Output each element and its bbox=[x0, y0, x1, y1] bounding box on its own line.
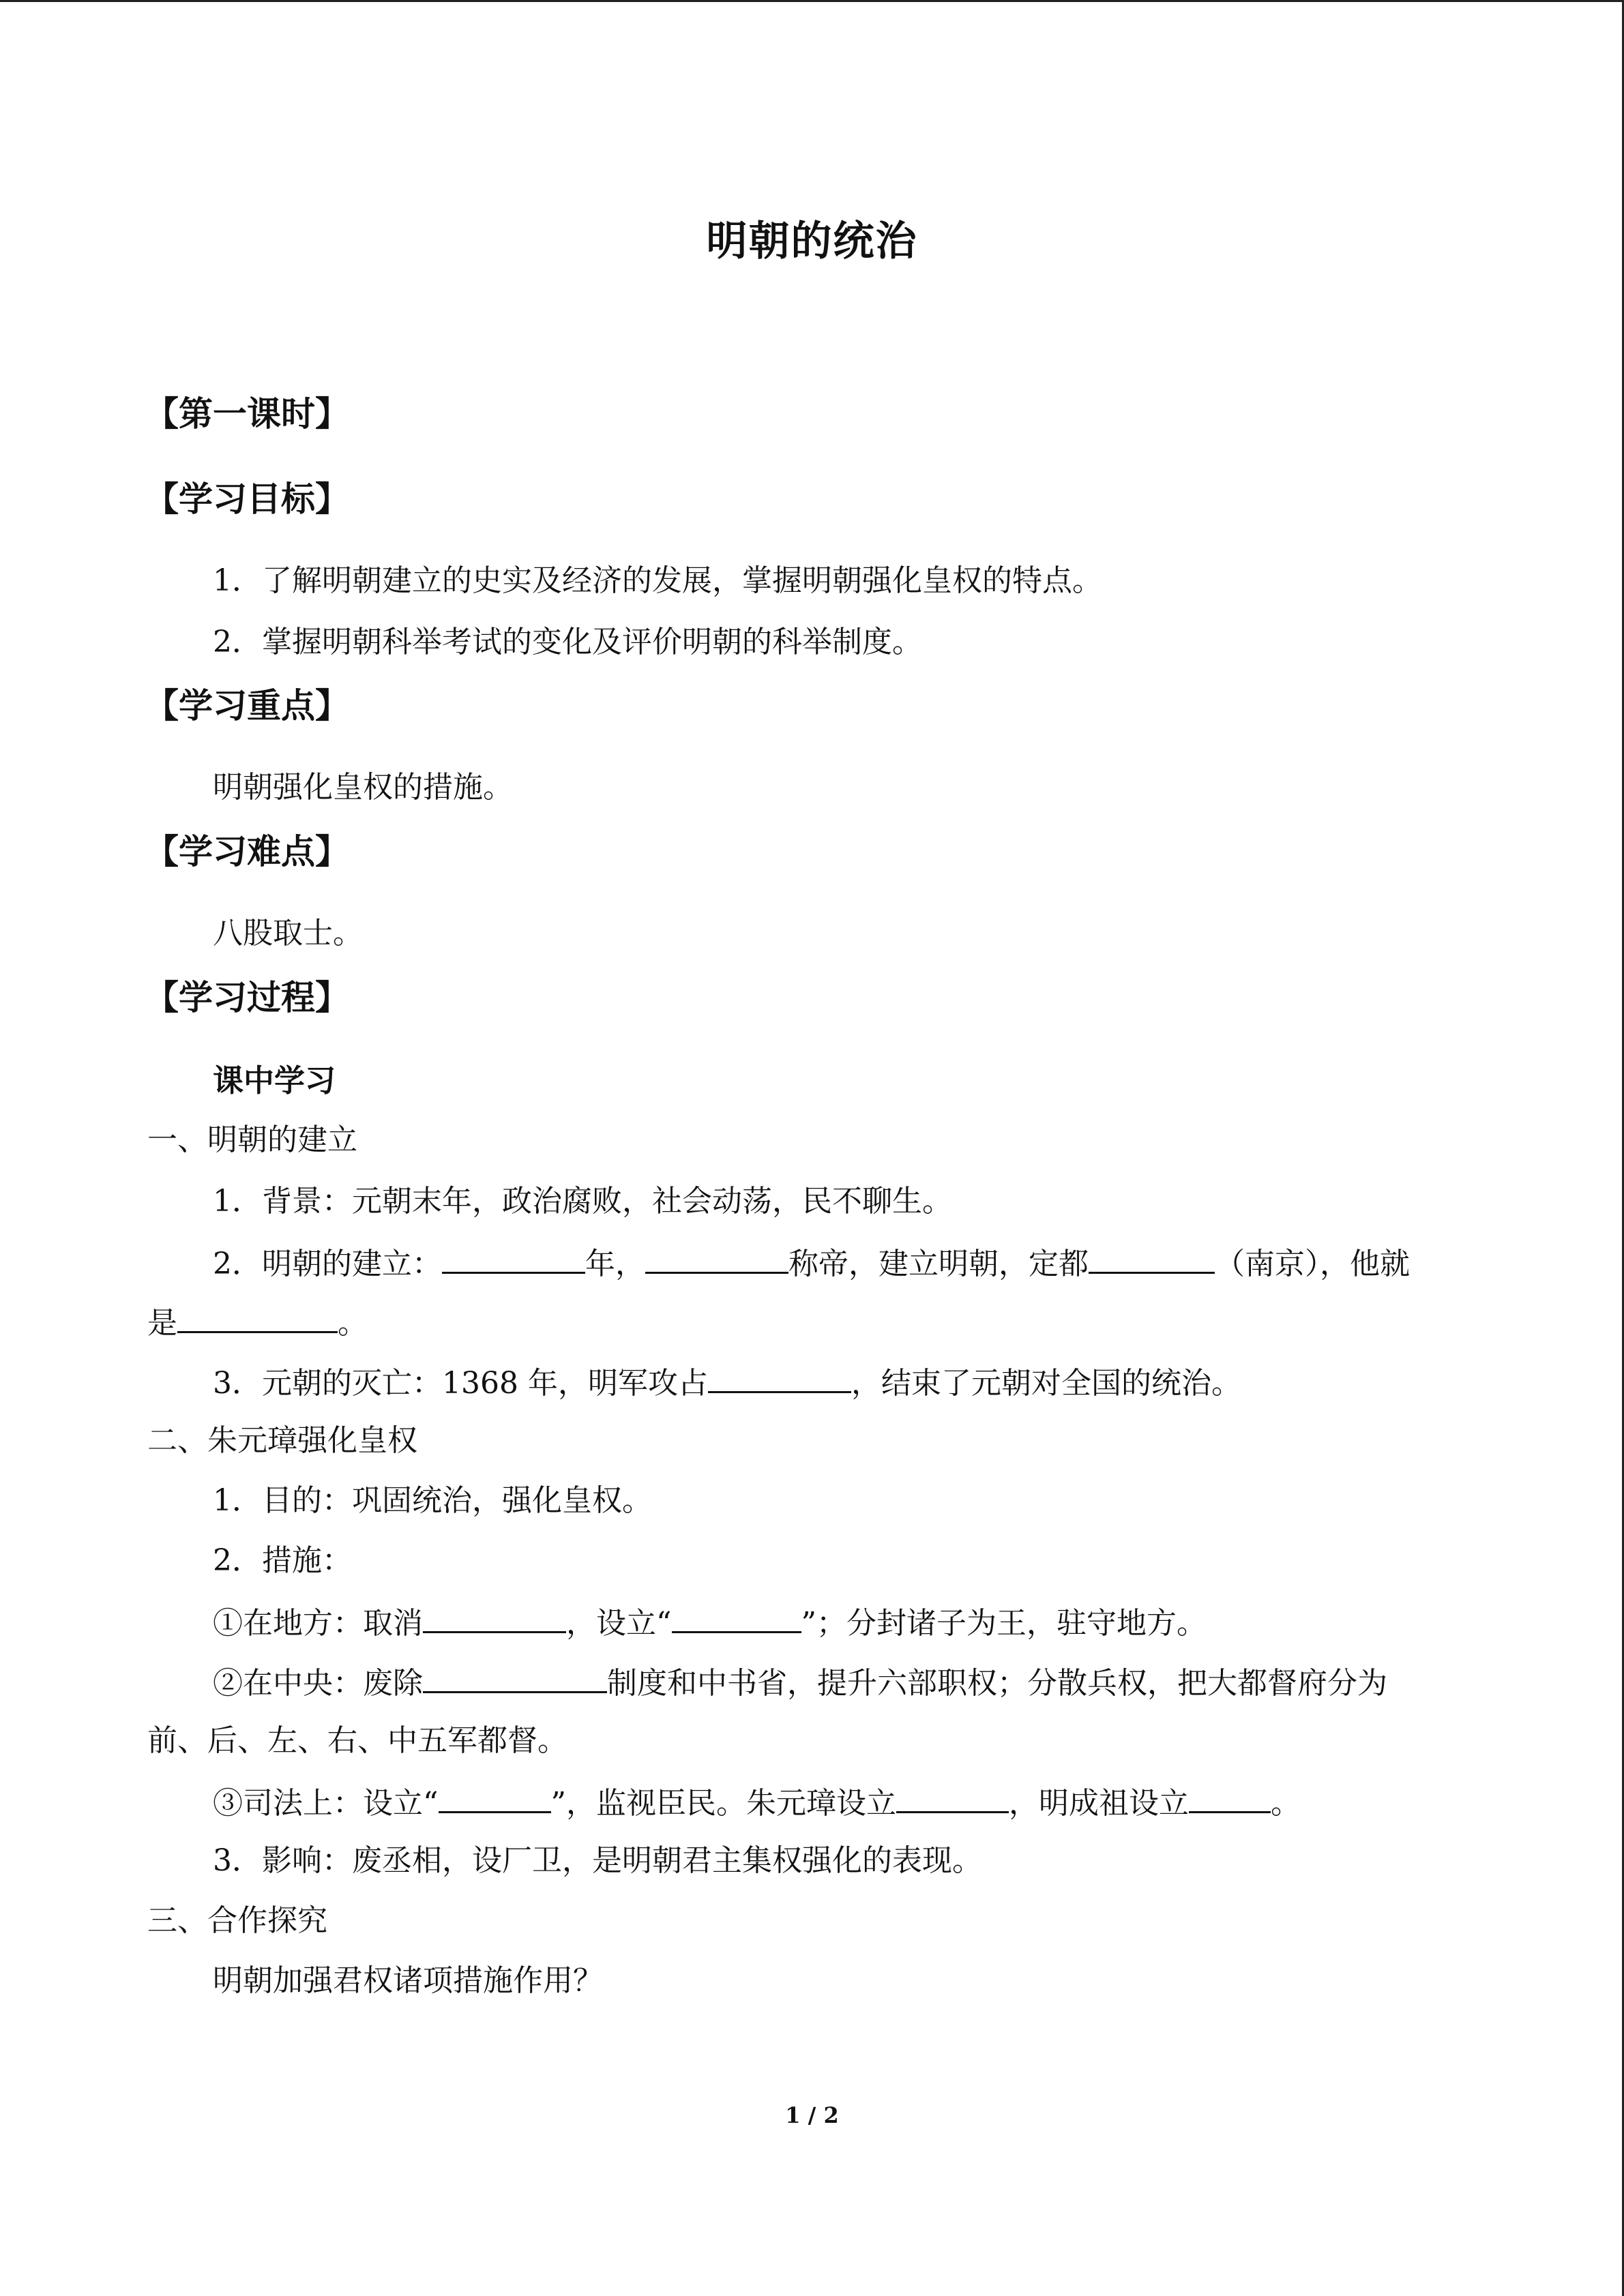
item2-text-f: 。 bbox=[338, 1306, 368, 1341]
heading-process: 【学习过程】 bbox=[145, 978, 349, 1017]
item2-text-b: 年， bbox=[585, 1247, 645, 1281]
fill-blank-agency[interactable] bbox=[439, 1781, 551, 1813]
section1-item3 bbox=[213, 1361, 1241, 1403]
goal-item-1: 1．了解明朝建立的史实及经济的发展，掌握明朝强化皇权的特点。 bbox=[213, 563, 1102, 598]
fill-blank-chengzu[interactable] bbox=[1189, 1781, 1271, 1813]
heading-goals: 【学习目标】 bbox=[145, 479, 349, 519]
local-text-b: ，设立“ bbox=[566, 1606, 672, 1641]
judicial-text-d: 。 bbox=[1271, 1786, 1301, 1821]
section2-local bbox=[213, 1601, 1207, 1643]
section1-item2 bbox=[213, 1242, 1410, 1284]
document-title: 明朝的统治 bbox=[706, 218, 918, 265]
section2-item1: 1．目的：巩固统治，强化皇权。 bbox=[213, 1483, 652, 1518]
judicial-text-c: ，明成祖设立 bbox=[1009, 1786, 1189, 1821]
section2-judicial bbox=[213, 1781, 1301, 1823]
item2-text-c: 称帝，建立明朝，定都 bbox=[788, 1247, 1089, 1281]
heading-lesson: 【第一课时】 bbox=[145, 394, 349, 434]
section2-item3: 3．影响：废丞相，设厂卫，是明朝君主集权强化的表现。 bbox=[213, 1843, 982, 1878]
fill-blank-founder[interactable] bbox=[645, 1242, 788, 1274]
section2-central-cont: 前、后、左、右、中五军都督。 bbox=[147, 1723, 567, 1758]
fill-blank-capital[interactable] bbox=[1089, 1242, 1215, 1274]
section3-title: 三、合作探究 bbox=[147, 1903, 327, 1938]
page-number: 1 / 2 bbox=[785, 2102, 839, 2128]
fill-blank-system[interactable] bbox=[423, 1661, 607, 1693]
fill-blank-established[interactable] bbox=[672, 1601, 801, 1633]
item3-text-a: 3．元朝的灭亡：1368 年，明军攻占 bbox=[213, 1366, 708, 1401]
local-text-c: ”；分封诸子为王，驻守地方。 bbox=[801, 1606, 1207, 1641]
section2-item2: 2．措施： bbox=[213, 1543, 352, 1578]
fill-blank-emperor[interactable] bbox=[177, 1301, 338, 1333]
judicial-text-a: ③司法上：设立“ bbox=[213, 1786, 439, 1821]
section2-central bbox=[213, 1661, 1387, 1703]
fill-blank-city[interactable] bbox=[708, 1361, 851, 1393]
page-border-top bbox=[0, 0, 1624, 2]
item3-text-b: ，结束了元朝对全国的统治。 bbox=[851, 1366, 1241, 1401]
fill-blank-year[interactable] bbox=[442, 1242, 585, 1274]
section1-title: 一、明朝的建立 bbox=[147, 1122, 357, 1157]
difficulty-text: 八股取士。 bbox=[213, 916, 363, 951]
goal-item-2: 2．掌握明朝科举考试的变化及评价明朝的科举制度。 bbox=[213, 625, 922, 659]
section1-item2-cont bbox=[147, 1301, 368, 1343]
central-text-a: ②在中央：废除 bbox=[213, 1666, 423, 1701]
judicial-text-b: ”，监视臣民。朱元璋设立 bbox=[550, 1786, 896, 1821]
central-text-b: 制度和中书省，提升六部职权；分散兵权，把大都督府分为 bbox=[607, 1666, 1387, 1701]
section1-item1: 1．背景：元朝末年，政治腐败，社会动荡，民不聊生。 bbox=[213, 1184, 952, 1219]
key-point-text: 明朝强化皇权的措施。 bbox=[213, 770, 513, 805]
item2-text-d: （南京），他就 bbox=[1215, 1247, 1410, 1281]
heading-difficulties: 【学习难点】 bbox=[145, 832, 349, 871]
item2-text-a: 2．明朝的建立： bbox=[213, 1247, 442, 1281]
item2-text-e: 是 bbox=[147, 1306, 177, 1341]
fill-blank-zhu-yuanzhang[interactable] bbox=[896, 1781, 1009, 1813]
in-class-label: 课中学习 bbox=[213, 1062, 336, 1099]
heading-key-points: 【学习重点】 bbox=[145, 686, 349, 726]
local-text-a: ①在地方：取消 bbox=[213, 1606, 423, 1641]
section3-question: 明朝加强君权诸项措施作用？ bbox=[213, 1963, 603, 1998]
section2-title: 二、朱元璋强化皇权 bbox=[147, 1423, 417, 1458]
fill-blank-abolished[interactable] bbox=[423, 1601, 566, 1633]
